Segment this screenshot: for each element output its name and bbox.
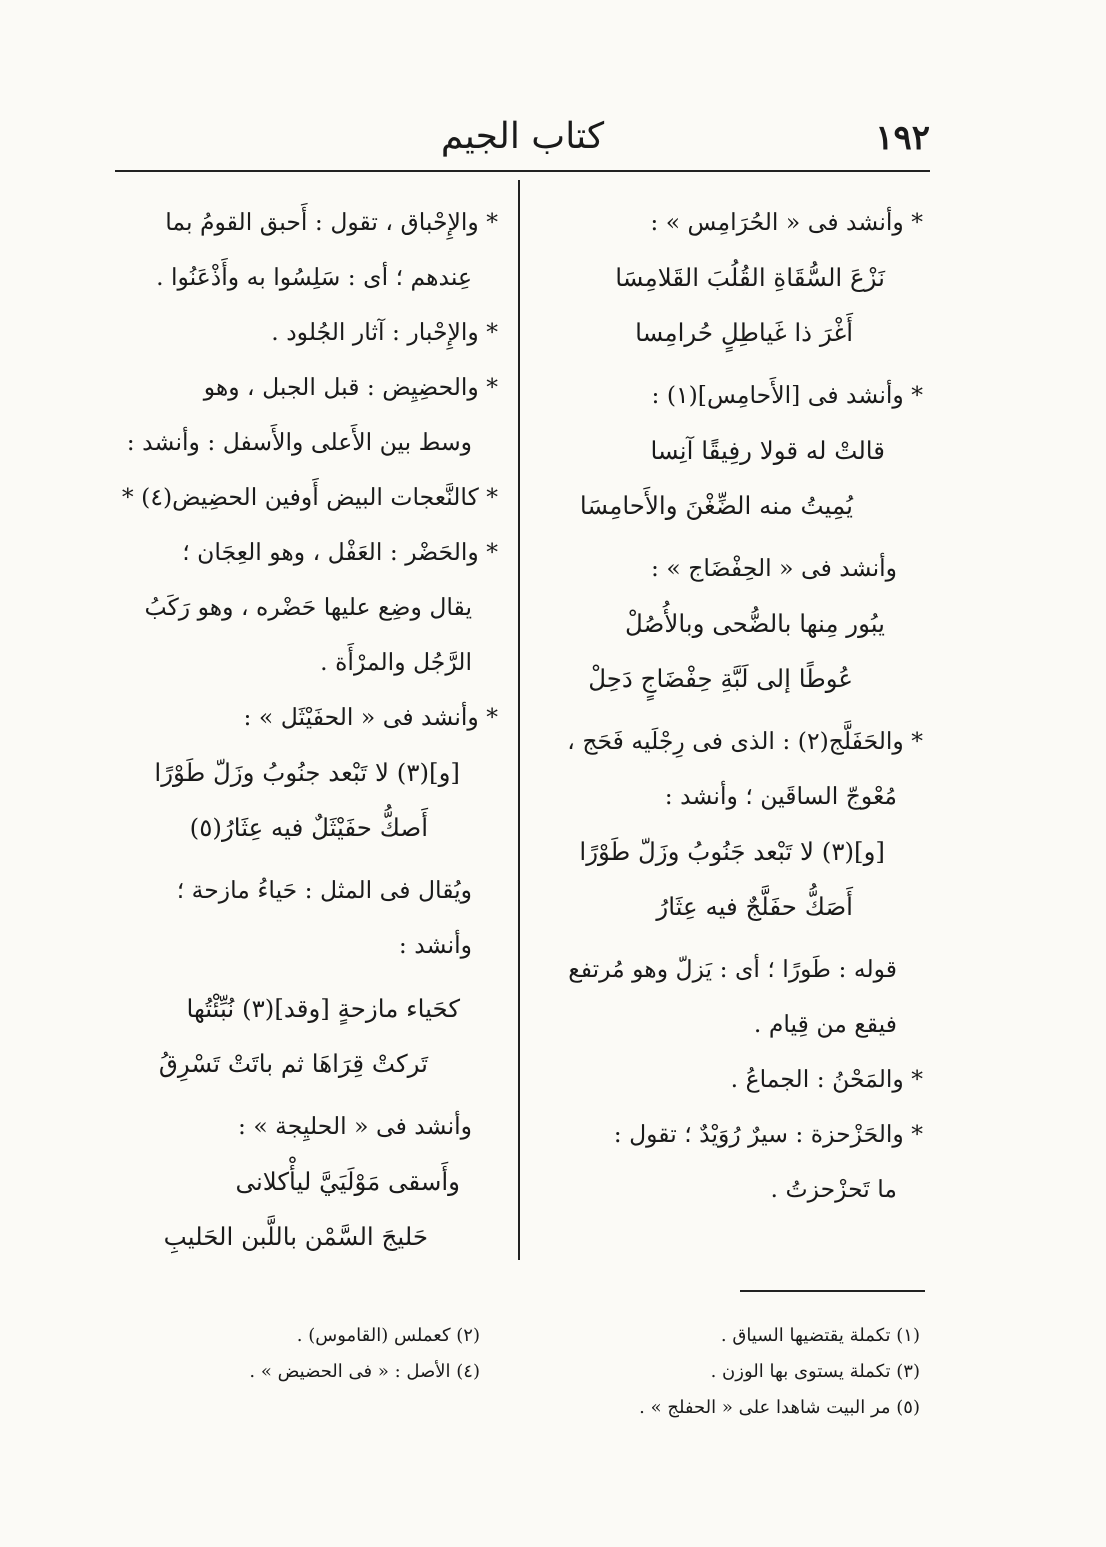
- verse-line: [و](٣) لا تَبْعد جنُوبُ وزَلّ طَوْرًا: [154, 758, 460, 787]
- text-line: عِندهم ؛ أى : سَلِسُوا به وأَذْعَنُوا .: [156, 263, 472, 291]
- text-line: * وأنشد فى [الأَحامِس](١) :: [651, 381, 923, 409]
- footnote: (٣) تكملة يستوى بها الوزن .: [710, 1361, 920, 1382]
- spacer: [548, 533, 923, 541]
- header-rule: [115, 170, 930, 172]
- footnote: (٥) مر البيت شاهدا على « الحفلج » .: [639, 1397, 920, 1418]
- footnote: (٢) كعملس (القاموس) .: [296, 1325, 480, 1346]
- text-line: ما تَحزْحزتُ .: [770, 1175, 897, 1203]
- text-line: * والإِحْباق ، تقول : أَحبق القومُ بما: [165, 208, 498, 236]
- text-line: قوله : طَورًا ؛ أى : يَزلّ وهو مُرتفع: [568, 955, 897, 983]
- spacer: [108, 973, 498, 981]
- verse-line: وأَسقى مَوْلَيَيَّ ليأْكلانى: [235, 1167, 460, 1196]
- footnotes-left: [160, 1318, 480, 1390]
- spacer: [108, 855, 498, 863]
- spacer: [548, 360, 923, 368]
- verse-line: حَليجَ السَّمْن باللَّبن الحَليبِ: [163, 1222, 428, 1251]
- text-line: * والحَزْحزة : سيرٌ رُوَيْدٌ ؛ تقول :: [613, 1120, 923, 1148]
- verse-line: يبُور مِنها بالضُّحى وبالأُصُلْ: [624, 609, 885, 638]
- verse-line: أَصكُّ حفَيْثَلٌ فيه عِثَارُ(٥): [189, 813, 428, 842]
- text-line: * والحضِيِض : قبل الجبل ، وهو: [203, 373, 498, 401]
- verse-line: أَصَكُّ حفَلَّجٌ فيه عِثَارُ: [656, 892, 853, 921]
- spacer: [548, 706, 923, 714]
- text-line: * وأنشد فى « الحُرَامِس » :: [650, 208, 923, 236]
- right-text-column: [548, 195, 923, 1217]
- verse-line: نَزْعَ السُّقَاةِ القُلُبَ القَلامِسَا: [615, 263, 885, 292]
- text-line: * كالنَّعجات البيض أَوفين الحضِيض(٤) *: [121, 483, 498, 511]
- footnote: (١) تكملة يقتضيها السياق .: [720, 1325, 920, 1346]
- text-line: فيقع من قِيام .: [753, 1010, 897, 1038]
- text-line: مُعْوجّ الساقَين ؛ وأنشد :: [664, 782, 897, 810]
- text-line: وأنشد :: [398, 931, 472, 959]
- running-title: كتاب الجيم: [440, 116, 605, 157]
- footnote-rule: [740, 1290, 925, 1292]
- page-header: [115, 100, 930, 170]
- text-line: * والمَحْنُ : الجماعُ .: [730, 1065, 923, 1093]
- text-line: وأنشد فى « الحليِجة » :: [237, 1112, 472, 1140]
- verse-line: أَغْرَ ذا غَياطِلٍ حُرامِسا: [635, 318, 853, 347]
- text-line: * والإِحْبار : آثار الجُلود .: [271, 318, 498, 346]
- text-line: * وأنشد فى « الحفَيْثَل » :: [243, 703, 498, 731]
- footnotes-right: [560, 1318, 920, 1426]
- verse-line: تَركتْ قِرَاهَا ثم باتَتْ تَسْرِقُ: [158, 1049, 428, 1078]
- left-text-column: [108, 195, 498, 1264]
- text-line: الرَّجُل والمرْأَة .: [320, 648, 472, 676]
- verse-line: عُوطًا إلى لَبَّةِ حِفْضَاجٍ دَحِلْ: [588, 664, 853, 693]
- column-divider: [518, 180, 520, 1260]
- verse-line: [و](٣) لا تَبْعد جَنُوبُ وزَلّ طَوْرًا: [579, 837, 885, 866]
- text-line: وأنشد فى « الحِفْضَاج » :: [650, 554, 897, 582]
- verse-line: يُمِيتُ منه الضِّغْنَ والأَحامِسَا: [579, 491, 853, 520]
- verse-line: كحَياء مازحةٍ [وقد](٣) نُبِّئْتُها: [186, 994, 460, 1023]
- verse-line: قالتْ له قولا رفِيقًا آنِسا: [650, 436, 885, 465]
- page-number: ١٩٢: [875, 118, 930, 158]
- spacer: [548, 934, 923, 942]
- text-line: * والحَفَلَّج(٢) : الذى فى رِجْلَيه فَحَج ،: [567, 727, 923, 755]
- text-line: * والحَضْر : العَفْل ، وهو العِجَان ؛: [182, 538, 498, 566]
- text-line: ويُقال فى المثل : حَياءُ مازحة ؛: [176, 876, 472, 904]
- spacer: [108, 1091, 498, 1099]
- text-line: وسط بين الأَعلى والأَسفل : وأنشد :: [126, 428, 472, 456]
- footnote: (٤) الأصل : « فى الحضيض » .: [249, 1361, 480, 1382]
- text-line: يقال وضِع عليها حَضْره ، وهو رَكَبُ: [144, 593, 472, 621]
